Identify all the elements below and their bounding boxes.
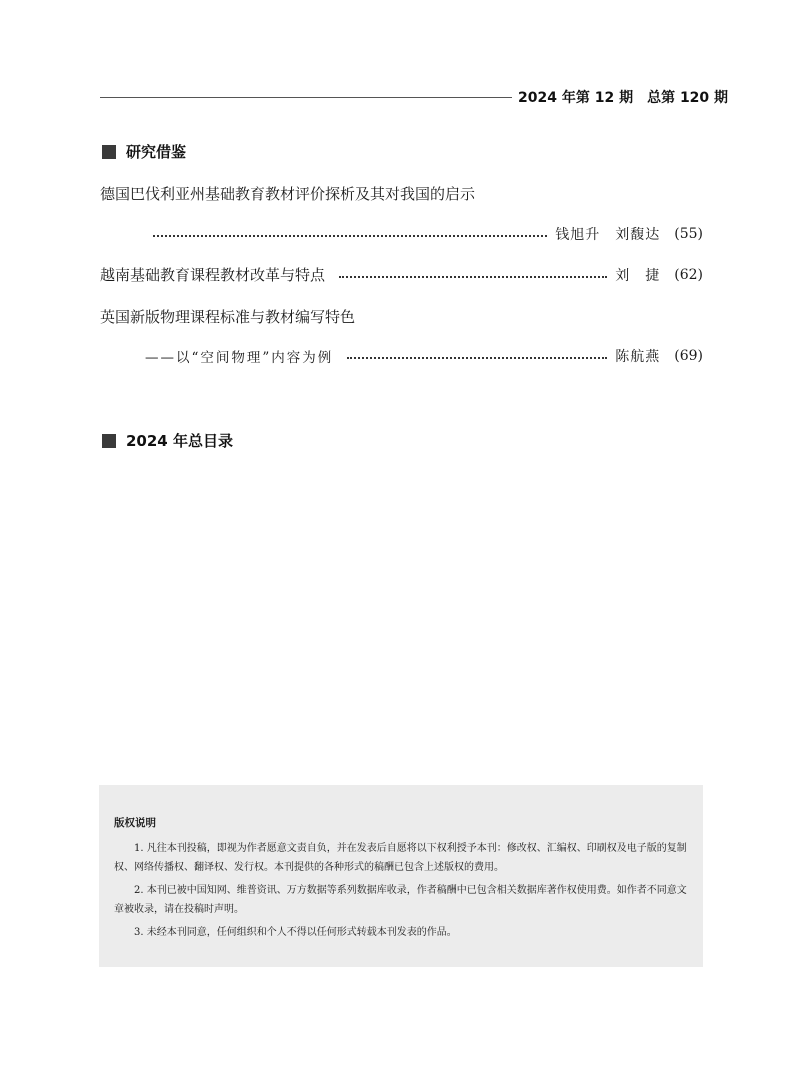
toc-line[interactable] bbox=[145, 224, 703, 244]
entry-subtitle: ——以“空间物理”内容为例 bbox=[145, 350, 334, 366]
entry-page: (55) bbox=[674, 226, 703, 242]
toc-line[interactable] bbox=[145, 346, 703, 366]
entry-author: 陈航燕 bbox=[615, 349, 661, 365]
entry-author: 钱旭升 刘馥达 bbox=[555, 227, 661, 243]
section-title: 研究借鉴 bbox=[126, 143, 187, 161]
entry-title[interactable]: 英国新版物理课程标准与教材编写特色 bbox=[100, 308, 356, 326]
copyright-box bbox=[99, 785, 703, 967]
section-heading-annual-index[interactable] bbox=[102, 430, 233, 451]
copyright-item: 1. 凡往本刊投稿，即视为作者愿意文责自负，并在发表后自愿将以下权利授予本刊：修改权、汇编权、印刷权及电子版的复制权、网络传播权、翻译权、发行权。本刊提供的各种形式的稿酬已包含上述版权的费用。 bbox=[114, 843, 687, 873]
section-square-icon bbox=[102, 434, 116, 448]
header-rule bbox=[100, 97, 512, 98]
copyright-item: 2. 本刊已被中国知网、维普资讯、万方数据等系列数据库收录，作者稿酬中已包含相关数据库著作权使用费。如作者不同意文章被收录，请在投稿时声明。 bbox=[114, 885, 687, 915]
section-square-icon bbox=[102, 145, 116, 159]
copyright-item: 3. 未经本刊同意，任何组织和个人不得以任何形式转载本刊发表的作品。 bbox=[134, 927, 457, 938]
dot-leader bbox=[347, 357, 607, 359]
section-title: 2024 年总目录 bbox=[126, 432, 233, 450]
section-heading-research bbox=[102, 141, 186, 162]
entry-title[interactable]: 德国巴伐利亚州基础教育教材评价探析及其对我国的启示 bbox=[100, 185, 476, 203]
entry-page: (69) bbox=[674, 348, 703, 364]
dot-leader bbox=[153, 235, 547, 237]
copyright-title: 版权说明 bbox=[114, 817, 156, 829]
dot-leader bbox=[339, 276, 607, 278]
entry-title: 越南基础教育课程教材改革与特点 bbox=[100, 266, 326, 284]
toc-line[interactable] bbox=[100, 264, 703, 285]
entry-author: 刘 捷 bbox=[615, 267, 661, 284]
entry-page: (62) bbox=[674, 266, 703, 283]
issue-header: 2024 年第 12 期 总第 120 期 bbox=[518, 90, 729, 106]
